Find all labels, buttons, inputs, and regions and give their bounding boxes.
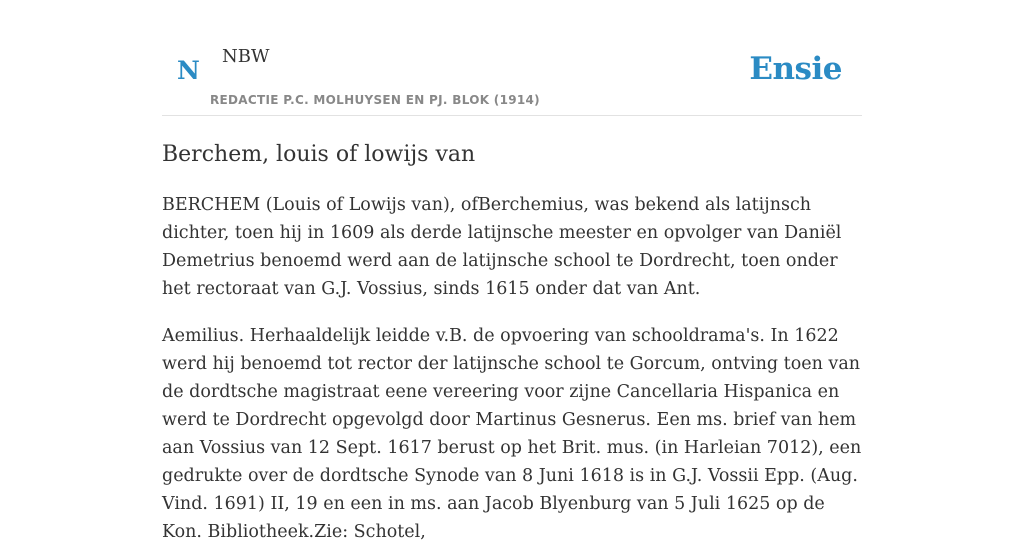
source-header — [162, 0, 862, 116]
source-name[interactable]: NBW — [222, 46, 270, 67]
article-title: Berchem, louis of lowijs van — [162, 142, 476, 167]
brand-logo[interactable]: Ensie — [749, 51, 842, 87]
article-paragraph: Aemilius. Herhaaldelijk leidde v.B. de opvoering van schooldrama's. In 1622 werd hij benoemd tot rector der latijnsche school te Gorcum, ontving toen van de dordtsche magistraat eene vereering voor zijne Cancellaria Hispanica en werd te Dordrecht opgevolgd door Martinus Gesnerus. Een ms. brief van hem aan Vossius van 12 Sept. 1617 berust op het Brit. mus. (in Harleian 7012), een gedrukte over de dordtsche Synode van 8 Juni 1618 is in G.J. Vossii Epp. (Aug. Vind. 1691) II, 19 en een in ms. aan Jacob Blyenburg van 5 Juli 1625 op de Kon. Bibliotheek.Zie: Schotel, — [162, 326, 862, 542]
article-paragraph: BERCHEM (Louis of Lowijs van), ofBerchemius, was bekend als latijnsch dichter, toen hij in 1609 als derde latijnsche meester en opvolger van Daniël Demetrius benoemd werd aan de latijnsche school te Dordrecht, toen onder het rectoraat van G.J. Vossius, sinds 1615 onder dat van Ant. — [162, 195, 842, 299]
source-subtitle: REDACTIE P.C. MOLHUYSEN EN PJ. BLOK (1914) — [210, 93, 540, 107]
source-logo-icon[interactable]: N — [177, 56, 200, 85]
page-container — [162, 0, 862, 546]
